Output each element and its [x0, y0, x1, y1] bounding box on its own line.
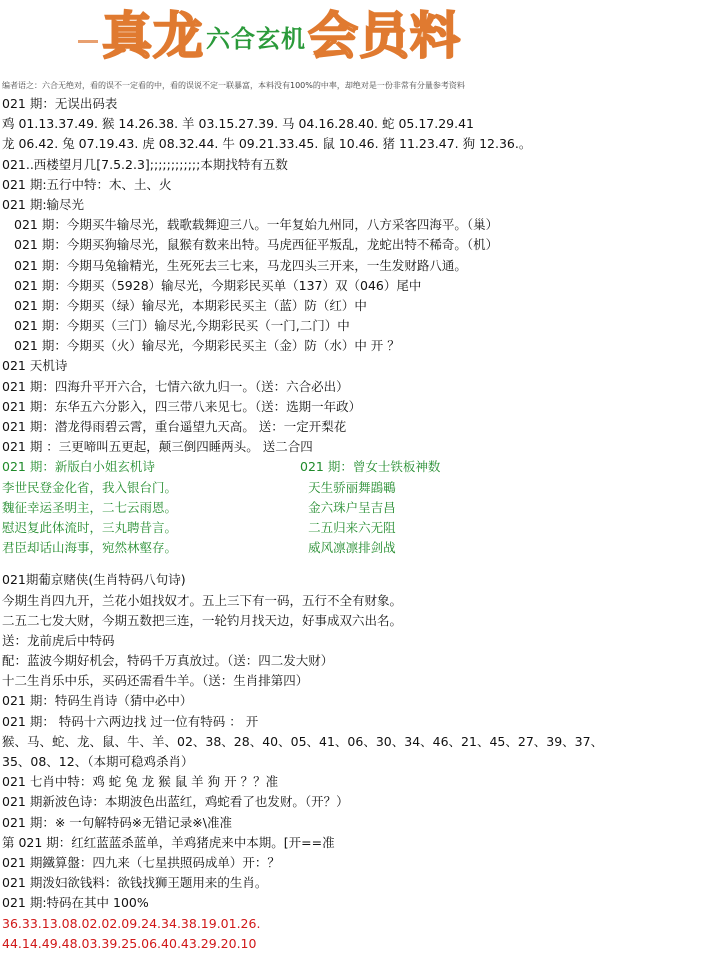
- text-line: 36.33.13.08.02.02.09.24.34.38.19.01.26.: [2, 915, 261, 931]
- header: [0, 0, 720, 90]
- text-line: 021 期：无误出码表: [2, 96, 118, 111]
- two-column-row: [2, 538, 718, 558]
- text-line: 021 期：今期买（5928）输尽光，今期彩民买单（137）双（046）尾中: [14, 277, 422, 293]
- text-line: 021 期：今期马兔输精光，生死死去三七来，马龙四头三开来，一生发财路八通。: [14, 257, 467, 273]
- disclaimer: 编者语之：六合无绝对，看的误不一定看的中，看的误说不定一联暴富，本料没有100%的中率，却绝对是一份非常有分量参考资料: [2, 81, 465, 90]
- section-two-column: [2, 457, 718, 558]
- text-line: 021 期：※ 一句解特码※无错记录※\准准: [2, 814, 232, 830]
- poem-left: 魏征幸运圣明主，二七云雨恩。: [2, 499, 178, 515]
- poem-left: 021 期：新版白小姐玄机诗: [2, 459, 155, 475]
- poem-right: 二五归来六无阻: [308, 519, 396, 535]
- text-line: 021 期鐵算盤：四九来（七星拱照码成单）开：？: [2, 854, 280, 870]
- poem-right: 天生骄丽舞鵾鶤: [308, 479, 396, 495]
- text-line: 十二生肖乐中乐，买码还需看牛羊。（送：生肖排第四）: [2, 673, 309, 689]
- section-heaven-poem: [2, 356, 718, 457]
- poem-right: 金六珠户呈吉昌: [308, 499, 396, 515]
- two-column-row: [2, 478, 718, 498]
- text-line: 021 期：今期买（绿）输尽光，本期彩民买主（蓝）防（红）中: [14, 297, 367, 313]
- two-column-row: [2, 457, 718, 477]
- poem-right: 威风凛凛排剑战: [308, 540, 396, 556]
- section-code-table: [2, 94, 718, 215]
- text-line: 021 期泼妇欲钱料：欲钱找狮王题用来的生肖。: [2, 875, 268, 891]
- text-line: 021 七肖中特：鸡 蛇 兔 龙 猴 鼠 羊 狗 开 ？？准: [2, 774, 279, 790]
- text-line: 021 期:特码在其中 100%: [2, 895, 149, 911]
- section-lose-all: [2, 215, 718, 356]
- text-line: 44.14.49.48.03.39.25.06.40.43.29.20.10: [2, 935, 257, 951]
- text-line: 送：龙前虎后中特码: [2, 632, 115, 648]
- text-line: 021 期新波色诗：本期波色出蓝红，鸡蛇看了也发财。（开？）: [2, 794, 349, 810]
- section-gambler-poem: [2, 570, 718, 913]
- two-column-row: [2, 518, 718, 538]
- text-line: 021期葡京赌侠(生肖特码八句诗): [2, 572, 186, 588]
- text-line: 021 期：潜龙得雨碧云霄，重台遥望九天高。 送：一定开梨花: [2, 419, 347, 434]
- banner-title-part1: 真龙: [102, 7, 204, 65]
- text-line: 021 期：今期买狗输尽光，鼠猴有数来出特。马虎西征平叛乱，龙蛇出特不稀奇。（机）: [14, 237, 499, 253]
- text-line: 021 期：四海升平开六合，七情六欲九归一。（送：六合必出）: [2, 378, 349, 394]
- text-line: 021 期 ：三更啼叫五更起，颠三倒四睡两头。 送二合四: [2, 439, 313, 455]
- text-line: 二五二七发大财，今期五数把三连，一轮钓月找天边，好事成双六出名。: [2, 612, 403, 628]
- text-line: 021 期：今期买（火）输尽光，今期彩民买主（金）防（水）中 开 ？: [14, 338, 400, 354]
- poem-left: 慰迟复此体流时，三丸聘昔言。: [2, 519, 178, 535]
- text-line: 猴、马、蛇、龙、鼠、牛、羊、02、38、28、40、05、41、06、30、34、46、21、45、27、39、37、: [2, 733, 604, 749]
- banner-dash: [78, 40, 98, 43]
- text-line: 第 021 期：红红蓝蓝杀蓝单，羊鸡猪虎来中本期。[开==准: [2, 834, 335, 850]
- text-line: 配：蓝波今期好机会，特码千万真放过。（送：四二发大财）: [2, 653, 334, 669]
- text-line: 021 期:五行中特：木、土、火: [2, 176, 172, 192]
- text-line: 龙 06.42. 兔 07.19.43. 虎 08.32.44. 牛 09.21.33.45. 鼠 10.46. 猪 11.23.47. 狗 12.36.。: [2, 136, 532, 152]
- text-line: 021 期：今期买牛输尽光，载歌载舞迎三八。一年复始九州同，八方采客四海平。（巢）: [14, 217, 499, 233]
- banner: [78, 6, 461, 66]
- text-line: 鸡 01.13.37.49. 猴 14.26.38. 羊 03.15.27.39. 马 04.16.28.40. 蛇 05.17.29.41: [2, 116, 474, 132]
- text-line: 今期生肖四九开，兰花小姐找奴才。五上三下有一码，五行不全有财象。: [2, 592, 403, 608]
- text-line: 021 期：今期买（三门）输尽光,今期彩民买（一门,二门）中: [14, 318, 350, 334]
- poem-right: 021 期：曾女士铁板神数: [300, 459, 441, 475]
- banner-title-part2: 六合玄机: [206, 24, 306, 53]
- poem-left: 李世民登金化省，我入银台门。: [2, 479, 178, 495]
- two-column-row: [2, 498, 718, 518]
- text-line: 35、08、12、（本期可稳鸡杀肖）: [2, 754, 194, 769]
- content: [2, 94, 718, 954]
- text-line: 021..西楼望月几[7.5.2.3];;;;;;;;;;;;本期找特有五数: [2, 156, 288, 172]
- text-line: 021 期： 特码十六两边找 过一位有特码 ： 开: [2, 713, 259, 729]
- text-line: 021 期：东华五六分影入，四三带八来见七。（送：选期一年政）: [2, 398, 362, 414]
- section-red-numbers: [2, 914, 718, 954]
- text-line: 021 天机诗: [2, 358, 68, 374]
- poem-left: 君臣却话山海事，宛然林壑存。: [2, 540, 178, 556]
- text-line: 021 期：特码生肖诗（猜中必中）: [2, 693, 193, 709]
- text-line: 021 期:输尽光: [2, 196, 85, 212]
- banner-title-part3: 会员料: [308, 7, 461, 65]
- spacer: [2, 558, 718, 570]
